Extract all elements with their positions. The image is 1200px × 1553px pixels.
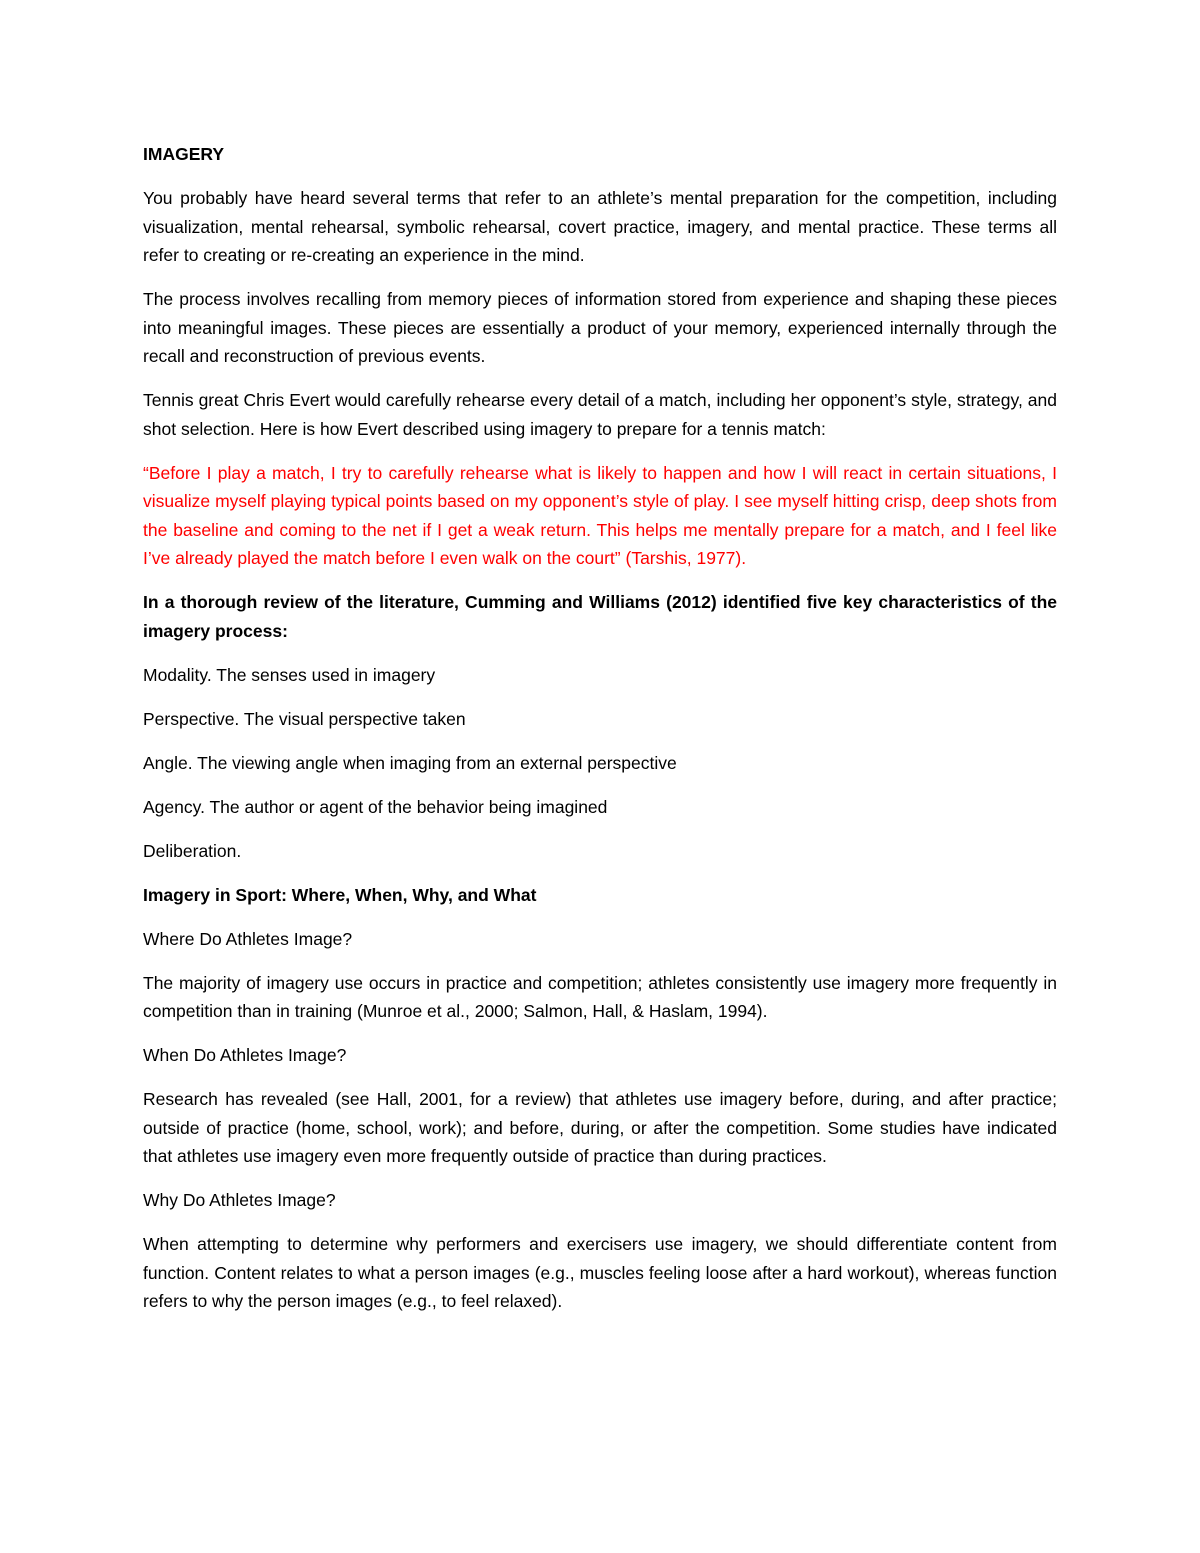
- sport-section-heading: Imagery in Sport: Where, When, Why, and What: [143, 884, 537, 905]
- document-title: IMAGERY: [143, 144, 225, 164]
- when-paragraph: Research has revealed (see Hall, 2001, for a review) that athletes use imagery before, during, and after practice; outside of practice (home, school, work); and before, during, or after the competition. Some studies have indicated that athletes use imagery even more frequently outside of practice than during practices.: [143, 1089, 1057, 1166]
- characteristic-angle: Angle. The viewing angle when imaging from an external perspective: [143, 752, 677, 773]
- characteristic-deliberation: Deliberation.: [143, 840, 242, 861]
- review-heading: In a thorough review of the literature, Cumming and Williams (2012) identified five key characteristics of the imagery process:: [143, 592, 1057, 641]
- process-paragraph: The process involves recalling from memory pieces of information stored from experience and shaping these pieces into meaningful images. These pieces are essentially a product of your memory, experienced internally through the recall and reconstruction of previous events.: [143, 289, 1057, 366]
- evert-quote: “Before I play a match, I try to carefully rehearse what is likely to happen and how I will react in certain situations, I visualize myself playing typical points based on my opponent’s style of play. I see myself hitting crisp, deep shots from the baseline and coming to the net if I get a weak return. This helps me mentally prepare for a match, and I feel like I’ve already played the match before I even walk on the court” (Tarshis, 1977).: [143, 462, 1057, 568]
- characteristic-modality: Modality. The senses used in imagery: [143, 664, 436, 685]
- why-paragraph: When attempting to determine why performers and exercisers use imagery, we should differentiate content from function. Content relates to what a person images (e.g., muscles feeling loose after a hard workout), whereas function refers to why the person images (e.g., to feel relaxed).: [143, 1234, 1057, 1311]
- characteristic-agency: Agency. The author or agent of the behavior being imagined: [143, 796, 608, 817]
- why-heading: Why Do Athletes Image?: [143, 1190, 336, 1210]
- where-paragraph: The majority of imagery use occurs in practice and competition; athletes consistently use imagery more frequently in competition than in training (Munroe et al., 2000; Salmon, Hall, & Haslam, 1994).: [143, 972, 1057, 1021]
- characteristic-perspective: Perspective. The visual perspective taken: [143, 708, 466, 729]
- evert-paragraph: Tennis great Chris Evert would carefully rehearse every detail of a match, including her opponent’s style, strategy, and shot selection. Here is how Evert described using imagery to prepare for a tennis match:: [143, 390, 1057, 439]
- when-heading: When Do Athletes Image?: [143, 1045, 347, 1065]
- intro-paragraph: You probably have heard several terms that refer to an athlete’s mental preparation for the competition, including visualization, mental rehearsal, symbolic rehearsal, covert practice, imagery, and mental practice. These terms all refer to creating or re-creating an experience in the mind.: [143, 188, 1057, 265]
- where-heading: Where Do Athletes Image?: [143, 928, 353, 949]
- document-body: [143, 140, 1057, 1331]
